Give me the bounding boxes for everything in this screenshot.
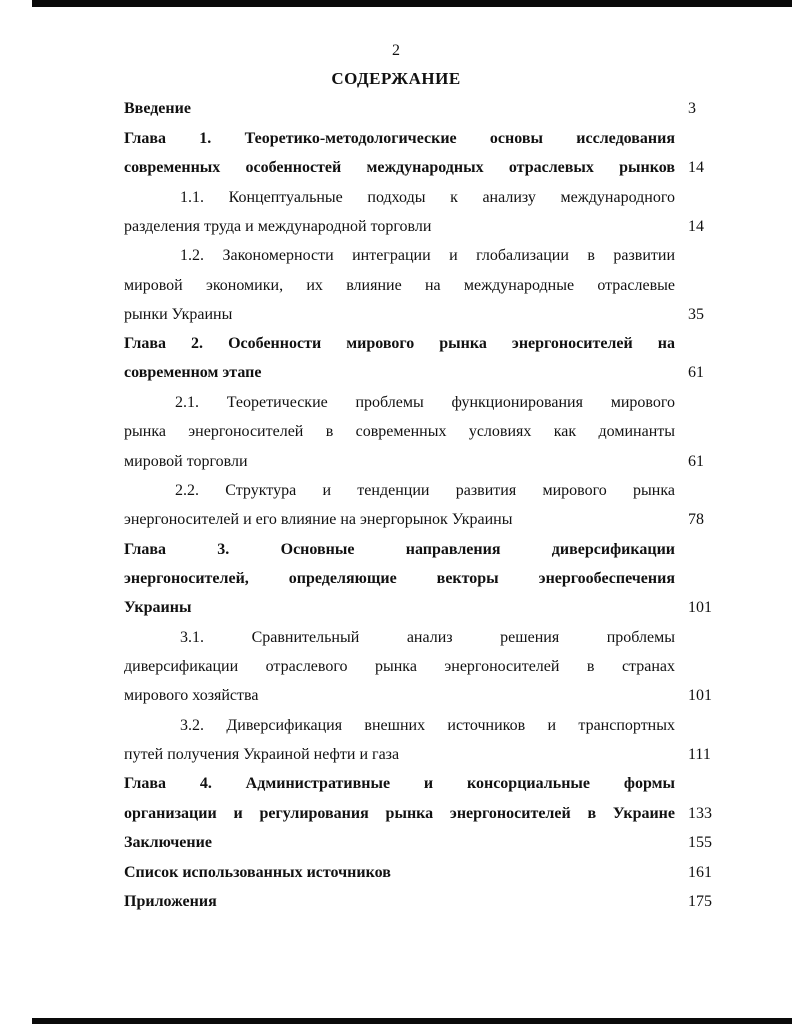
toc-appendix-title: Приложения [124,893,217,910]
toc-appendix-page: 175 [688,893,712,910]
toc-ch1-line-1: Глава 1. Теоретико-методологические основы исследования [124,130,675,147]
toc-ch2-page: 61 [688,364,704,381]
toc-s32-page: 111 [688,746,711,763]
toc-s31-line-2: диверсификации отраслевого рынка энергоносителей в странах [124,658,675,675]
toc-ch3-page: 101 [688,599,712,616]
toc-ch4-line-1: Глава 4. Административные и консорциальные формы [124,775,675,792]
toc-s12-line-2: мировой экономики, их влияние на международные отраслевые [124,277,675,294]
toc-s22-line-1: 2.2. Структура и тенденции развития мирового рынка [175,482,675,499]
toc-s12-line-3: рынки Украины [124,306,233,323]
toc-s21-line-2: рынка энергоносителей в современных условиях как доминанты [124,423,675,440]
toc-ch4-page: 133 [688,805,712,822]
toc-s12-page: 35 [688,306,704,323]
toc-s32-line-2: путей получения Украиной нефти и газа [124,746,400,763]
toc-s21-line-1: 2.1. Теоретические проблемы функционирования мирового [175,394,675,411]
toc-s32-line-1: 3.2. Диверсификация внешних источников и транспортных [180,717,675,734]
toc-intro-title: Введение [124,100,191,117]
toc-intro-page: 3 [688,100,696,117]
toc-conclusion-page: 155 [688,834,712,851]
toc-ch2-line-1: Глава 2. Особенности мирового рынка энергоносителей на [124,335,675,352]
toc-s22-page: 78 [688,511,704,528]
page-number: 2 [392,42,400,59]
toc-ch3-line-2: энергоносителей, определяющие векторы энергообеспечения [124,570,675,587]
scan-bottom-border [32,1018,792,1024]
toc-ch2-line-2: современном этапе [124,364,262,381]
toc-conclusion-title: Заключение [124,834,212,851]
toc-sources-page: 161 [688,864,712,881]
scan-top-border [32,0,792,7]
toc-ch3-line-1: Глава 3. Основные направления диверсификации [124,541,675,558]
toc-s31-line-1: 3.1. Сравнительный анализ решения проблемы [180,629,675,646]
toc-sources-title: Список использованных источников [124,864,391,881]
toc-ch4-line-2: организации и регулирования рынка энергоносителей в Украине [124,805,675,822]
toc-s11-line-2: разделения труда и международной торговли [124,218,432,235]
toc-ch3-line-3: Украины [124,599,192,616]
toc-s31-line-3: мирового хозяйства [124,687,259,704]
page-title: СОДЕРЖАНИЕ [331,69,461,88]
toc-s31-page: 101 [688,687,712,704]
toc-s21-line-3: мировой торговли [124,453,248,470]
toc-ch1-line-2: современных особенностей международных отраслевых рынков [124,159,675,176]
toc-ch1-page: 14 [688,159,704,176]
toc-s11-line-1: 1.1. Концептуальные подходы к анализу международного [180,189,675,206]
toc-s21-page: 61 [688,453,704,470]
toc-s22-line-2: энергоносителей и его влияние на энергорынок Украины [124,511,513,528]
toc-s11-page: 14 [688,218,704,235]
toc-s12-line-1: 1.2. Закономерности интеграции и глобализации в развитии [180,247,675,264]
